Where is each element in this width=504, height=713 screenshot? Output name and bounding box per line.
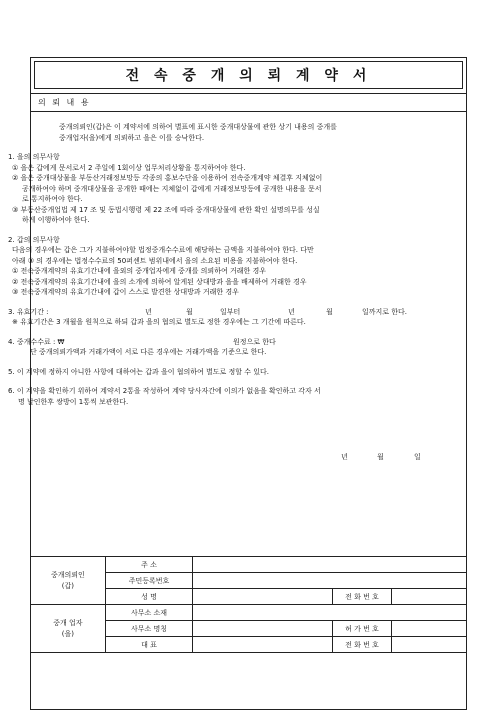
period-year: 년 — [145, 307, 152, 316]
table-row — [31, 557, 467, 573]
client-address-field[interactable] — [193, 557, 467, 573]
section-6-line: 명 날인한후 쌍방이 1통씩 보관한다. — [18, 397, 129, 406]
agent-office-name-label: 사무소 명칭 — [105, 621, 193, 637]
date-year: 년 — [341, 453, 348, 461]
agent-phone-label: 전 화 번 호 — [332, 637, 392, 653]
client-label-cell — [31, 557, 106, 605]
request-content-row — [30, 93, 467, 112]
period-prefix: 3. 유효기간 : — [8, 307, 49, 316]
client-name-label: 성 명 — [105, 589, 193, 605]
agent-rep-label: 대 표 — [105, 637, 193, 653]
period-year2: 년 — [288, 307, 295, 316]
title-box — [34, 61, 463, 89]
client-phone-label: 전 화 번 호 — [332, 589, 392, 605]
section-1-heading: 1. 을의 의무사항 — [8, 153, 60, 161]
fee-suffix: 원정으로 한다 — [233, 337, 276, 346]
agent-phone-field[interactable] — [392, 637, 467, 653]
section-2-line: ③ 전속중개계약의 유효기간내에 갑이 스스로 발견한 상대방과 거래한 경우 — [12, 288, 239, 296]
period-month: 월 — [186, 307, 193, 316]
agent-label-sub: (을) — [61, 629, 74, 638]
intro-line: 중개업자(을)에게 의뢰하고 을은 이를 승낙한다. — [59, 133, 205, 142]
agent-label: 중개 업자 — [53, 618, 83, 627]
agent-license-field[interactable] — [392, 621, 467, 637]
section-1-line: 하게 이행하여야 한다. — [22, 216, 90, 224]
party-table — [30, 556, 467, 653]
agent-license-label: 허 가 번 호 — [332, 621, 392, 637]
contract-body — [8, 122, 460, 407]
client-id-field[interactable] — [193, 573, 467, 589]
agent-office-location-label: 사무소 소재 — [105, 605, 193, 621]
request-content-label: 의 뢰 내 용 — [38, 98, 91, 107]
section-2-line: ② 전속중개계약의 유효기간내에 을의 소개에 의하여 알게된 상대방과 을을 배제하여 거래한 경우 — [12, 277, 307, 286]
section-1-line: 로 통지하여야 한다. — [22, 195, 83, 203]
agent-rep-field[interactable] — [193, 637, 332, 653]
section-4-fee — [8, 337, 460, 348]
section-5: 5. 이 계약에 정하지 아니한 사항에 대하여는 갑과 을이 협의하여 별도로 정할 수 있다. — [8, 367, 269, 376]
section-2-heading: 2. 갑의 의무사항 — [8, 235, 60, 244]
document-title: 전 속 중 개 의 뢰 계 약 서 — [125, 68, 372, 84]
date-month: 월 — [377, 453, 384, 461]
section-2-line: 다음의 경우에는 갑은 그가 지불하여야할 법정중개수수료에 해당하는 금액을 지불하여야 한다. 다만 — [12, 246, 314, 254]
section-1-line: ① 을은 갑에게 문서로서 2 주일에 1회이상 업무처리상황을 통지하여야 한다. — [12, 163, 246, 172]
period-month2: 월 — [326, 307, 333, 316]
table-row — [31, 605, 467, 621]
section-1-line: ③ 부동산중개업법 제 17 조 및 동법시행령 제 22 조에 따라 중개대상물에 관한 확인 설명의무를 성실 — [12, 205, 320, 214]
section-2-line: ① 전속중개계약의 유효기간내에 을외의 중개업자에게 중개를 의뢰하여 거래한 경우 — [12, 267, 266, 275]
client-label-sub: (갑) — [61, 581, 74, 590]
client-phone-field[interactable] — [392, 589, 467, 605]
client-address-label: 주 소 — [105, 557, 193, 573]
section-2-line: 아래 ③ 의 경우에는 법정수수료의 50퍼센트 범위내에서 을의 소요된 비용을 지불하여야 한다. — [12, 256, 298, 265]
fee-prefix: 4. 중개수수료 : ₩ — [8, 337, 65, 346]
client-label: 중개의뢰인 — [50, 570, 85, 579]
fee-note: 단 중개의뢰가액과 거래가액이 서로 다른 경우에는 거래가액을 기준으로 한다. — [30, 348, 267, 356]
section-6-line: 6. 이 계약을 확인하기 위하여 계약서 2통을 작성하여 계약 당사자간에 이의가 없음을 확인하고 각자 서 — [8, 387, 321, 395]
period-until: 일까지로 한다. — [362, 307, 408, 316]
period-note: ※ 유효기간은 3 개월을 원칙으로 하되 갑과 을의 협의로 별도로 정한 경우에는 그 기간에 따른다. — [12, 318, 306, 326]
date-day: 일 — [414, 453, 421, 461]
agent-office-name-field[interactable] — [193, 621, 332, 637]
agent-label-cell — [31, 605, 106, 653]
agent-office-location-field[interactable] — [193, 605, 467, 621]
intro-line: 중개의뢰인(갑)은 이 계약서에 의하여 별표에 표시한 중개대상물에 관한 상기 내용의 중개를 — [59, 123, 337, 131]
section-1-line: ② 을은 중개대상물을 부동산거래정보망등 각종의 홍보수단을 이용하여 전속중개계약 체결후 지체없이 — [12, 174, 323, 182]
section-1-line: 공개하여야 하며 중개대상물을 공개한 때에는 지체없이 갑에게 거래정보망등에 공개한 내용을 문서 — [22, 184, 322, 193]
section-3-period — [8, 307, 460, 318]
client-id-label: 주민등록번호 — [105, 573, 193, 589]
period-from: 일부터 — [220, 307, 241, 316]
client-name-field[interactable] — [193, 589, 332, 605]
